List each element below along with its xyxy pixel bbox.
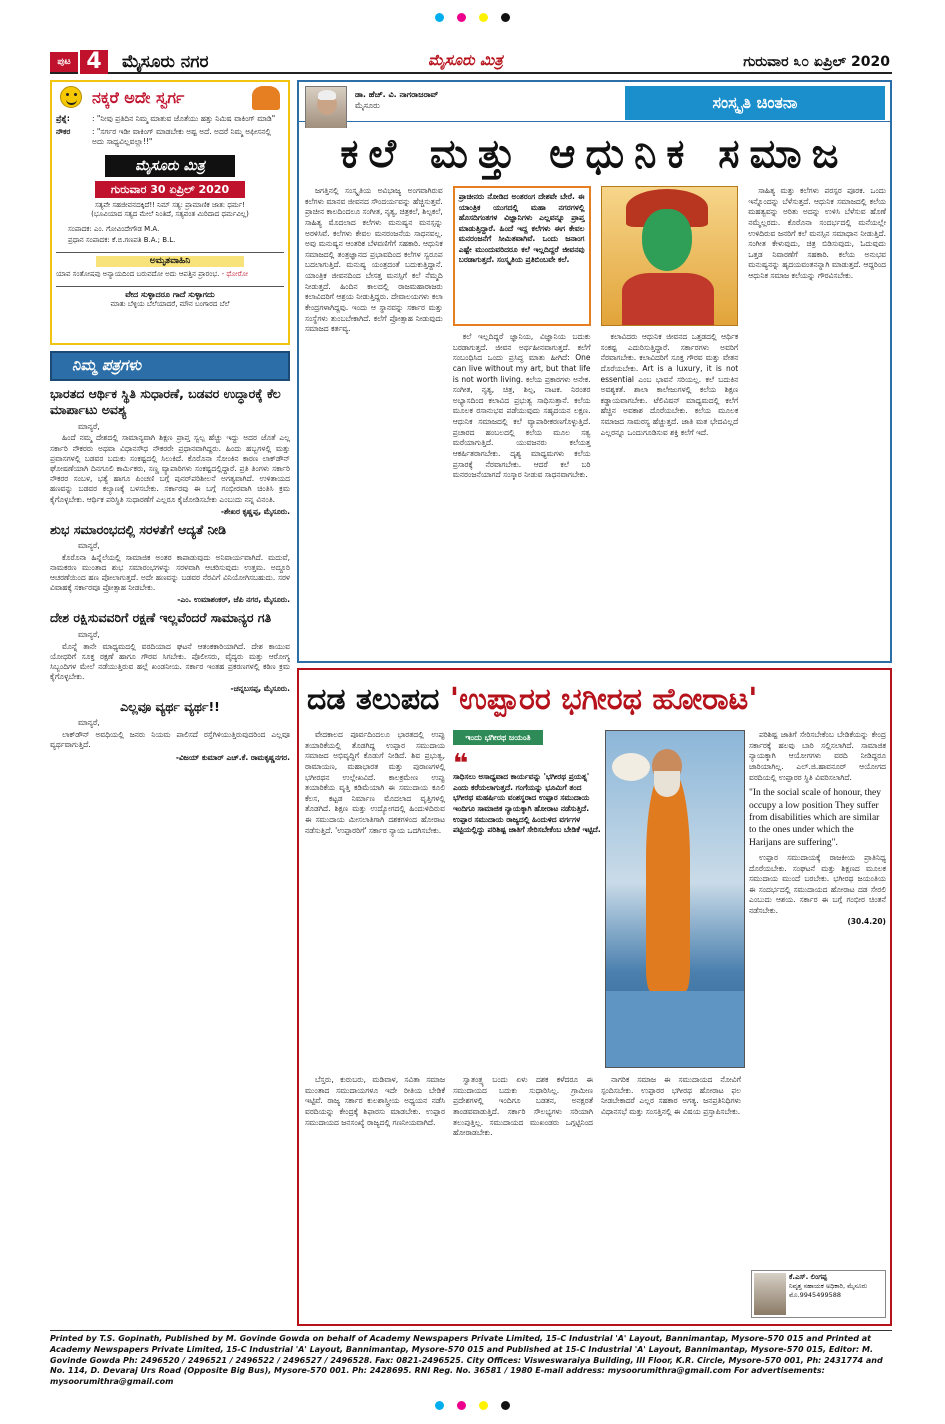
quote-icon: ❝	[453, 750, 469, 779]
black-dot	[501, 1401, 510, 1410]
page-header	[50, 50, 892, 74]
registration-marks-top	[0, 10, 945, 26]
joke-dialogue	[56, 114, 284, 147]
letter-body: ಮೊನ್ನೆ ತಾನೇ ಮಾಧ್ಯಮದಲ್ಲಿ ವರದಿಯಾದ ಘಟನೆ ಆತಂಕಕಾರಿಯಾಗಿದೆ. ದೇಶ ಕಾಯುವ ಯೋಧರಿಗೆ ಸೂಕ್ತ ರಕ್ಷಣೆ ಹಾಗೂ ಗೌರವ ಸಿಗಬೇಕು. ಪೊಲೀಸರು, ವೈದ್ಯರು ಮತ್ತು ಆರೋಗ್ಯ ಸಿಬ್ಬಂದಿಗಳ ಮೇಲೆ ನಡೆಯುತ್ತಿರುವ ಹಲ್ಲೆ ಖಂಡನೀಯ. ಸರ್ಕಾರ ಇಂತಹ ಪ್ರಕರಣಗಳಲ್ಲಿ ಕಠಿಣ ಕ್ರಮ ಕೈಗೊಳ್ಳಬೇಕು.	[50, 641, 290, 682]
proverb-text: ಮಾತು ಬೆಳ್ಳಿಯ ಬೆಲೆಯಾದರೆ, ಮೌನ ಬಂಗಾರದ ಬೆಲೆ	[110, 300, 230, 309]
magenta-dot	[457, 1401, 466, 1410]
joke-title: ನಕ್ಕರೆ ಅದೇ ಸ್ವರ್ಗ	[92, 88, 185, 107]
english-quote: "In the social scale of honour, they occupy a low position They suffer from disabilities which are similar to the ones under which the Harijans are suffering".	[749, 788, 881, 848]
letter-body: ಲಾಕ್‌ಡೌನ್ ಅವಧಿಯಲ್ಲಿ ಜನರು ನಿಯಮ ಪಾಲಿಸದೆ ರಸ್ತೆಗಿಳಿಯುತ್ತಿರುವುದರಿಂದ ಎಲ್ಲವೂ ವ್ಯರ್ಥವಾಗುತ್ತಿದೆ.	[50, 730, 290, 750]
editor-line: ಸಂಪಾದಕ: ಎಂ. ಗೋವಿಂದೇಗೌಡ M.A.	[68, 225, 160, 234]
article-column: ಪ್ರಾಚೀನರು ನೋಡಿದ ಅಂತರಂಗ ದೇಶವೇ ಬೇರೆ. ಈ ಯಾಂತ್ರಿಕ ಯುಗದಲ್ಲಿ ಮಹಾ ನಗರಗಳಲ್ಲಿ ಹೊಸದಿಗಂತಗಳ ವಿಜ್ಞಾನಿಗಳು ಎಲ್ಲವನ್ನೂ ಪ್ರಾಪ್ತ ಮಾಡುತ್ತಿದ್ದಾರೆ. ಹಿಂದೆ ಇದ್ದ ಕಲೆಗಳು ಈಗ ಕೇವಲ ಮನರಂಜನೆಗೆ ಸೀಮಿತವಾಗಿವೆ. ಒಂದು ಜನಾಂಗ ಎಷ್ಟೇ ಮುಂದುವರಿದರೂ ಕಲೆ ಇಲ್ಲದಿದ್ದರೆ ಜೀವನವು ಬರಡಾಗುತ್ತದೆ. ಸಂಸ್ಕೃತಿಯ ಪ್ರತಿಬಿಂಬವೇ ಕಲೆ. ಕಲೆ ಇಲ್ಲದಿದ್ದರೆ ಜ್ಞಾನಿಯ, ವಿಜ್ಞಾನಿಯ ಬದುಕು ಬರಡಾಗುತ್ತದೆ. ಜೀವನ ಅರ್ಥಹೀನವಾಗುತ್ತದೆ. ಕಲೆಗೆ ಸಂಬಂಧಿಸಿದ ಒಂದು ಪ್ರಸಿದ್ಧ ಮಾತು ಹೀಗಿದೆ: One can live without my art, but that life is not worth living. ಕಲೆಯ ಪ್ರಕಾರಗಳು ಅನೇಕ. ಸಂಗೀತ, ನೃತ್ಯ, ಚಿತ್ರ, ಶಿಲ್ಪ, ನಾಟಕ. ನಿರಂತರ ಅಭ್ಯಾಸದಿಂದ ಕಲಾವಿದ ಪ್ರಭುತ್ವ ಸಾಧಿಸುತ್ತಾನೆ. ಕಲೆಯ ಮೂಲಕ ರಸಾನುಭವ ಪಡೆಯುವುದು ಸಹೃದಯನ ಲಕ್ಷಣ. ಆಧುನಿಕ ಸಮಾಜದಲ್ಲಿ ಕಲೆ ವ್ಯಾಪಾರೀಕರಣಗೊಳ್ಳುತ್ತಿದೆ. ಪ್ರಚಾರದ ಹಂಬಲದಲ್ಲಿ ಕಲೆಯ ಮೂಲ ಸತ್ವ ಮರೆಯಾಗುತ್ತಿದೆ. ಯುವಜನರು ಕಲೆಯತ್ತ ಆಕರ್ಷಿತರಾಗಬೇಕು. ದೃಶ್ಯ ಮಾಧ್ಯಮಗಳು ಕಲೆಯ ಪ್ರಸಾರಕ್ಕೆ ನೆರವಾಗಬೇಕು. ಆದರೆ ಕಲೆ ಬರಿ ಮನರಂಜನೆಯಾಗದೆ ಸಂಸ್ಕಾರ ನೀಡುವ ಸಾಧನವಾಗಬೇಕು.	[453, 186, 591, 658]
masthead-motto: ಸತ್ಯವೇ ಸಹಜೀವನದಕ್ಕಿದೆ!! ನಿಮ್ ಸತ್ಯ: ಪ್ರಾಮಾಣಿಕ ಜಾತ: ಧರ್ಮ! (ಭೂವಿಯಾದ ಸತ್ಯದ ಮೇಲೆ ನಿಂತಿದೆ, ಸತ್ಯವಂತ ಮಿರಿದಾದ ಧರ್ಮವಿಲ್ಲ)	[91, 200, 249, 218]
thought-of-day	[56, 252, 284, 280]
writer-phone: ಮೊ.9945499588	[789, 1290, 842, 1299]
cyan-dot	[435, 13, 444, 22]
smiley-icon	[60, 86, 82, 108]
writer-desc: ನಿವೃತ್ತ ಸಹಾಯಕ ಅಧಿಕಾರಿ, ಮೈಸೂರು	[789, 1282, 868, 1291]
article-column: ಸಾಹಿತ್ಯ ಮತ್ತು ಕಲೆಗಳು ಪರಸ್ಪರ ಪೂರಕ. ಒಂದು ಇನ್ನೊಂದನ್ನು ಬೆಳೆಸುತ್ತದೆ. ಆಧುನಿಕ ಸಮಾಜದಲ್ಲಿ ಕಲೆಯ ಮಹತ್ವವನ್ನು ಅರಿತು ಅದನ್ನು ಉಳಿಸಿ ಬೆಳೆಸುವ ಹೊಣೆ ನಮ್ಮೆಲ್ಲರದು. ಕೊರೊನಾ ಸಂದರ್ಭದಲ್ಲಿ ಮನೆಯಲ್ಲೇ ಉಳಿದಿರುವ ಜನರಿಗೆ ಕಲೆ ಮನಸ್ಸಿನ ಸಮಾಧಾನ ನೀಡುತ್ತಿದೆ. ಸಂಗೀತ ಕೇಳುವುದು, ಚಿತ್ರ ಬಿಡಿಸುವುದು, ಓದುವುದು ಒತ್ತಡ ನಿವಾರಣೆಗೆ ಸಹಕಾರಿ. ಕಲೆಯ ಅನುಭವ ಮನುಷ್ಯನನ್ನು ಹೃದಯವಂತನನ್ನಾಗಿ ಮಾಡುತ್ತದೆ. ಆದ್ದರಿಂದ ಆಧುನಿಕ ಸಮಾಜ ಕಲೆಯನ್ನು ಗೌರವಿಸಬೇಕು.	[748, 186, 886, 281]
kathakali-image	[601, 186, 739, 326]
masthead-date: ಗುರುವಾರ 30 ಏಪ್ರಿಲ್ 2020	[95, 181, 245, 198]
proverb-box	[56, 286, 284, 310]
magenta-dot	[457, 13, 466, 22]
letter-body: ಹಿಂದೆ ನಮ್ಮ ದೇಶದಲ್ಲಿ ಸಾಮಾನ್ಯವಾಗಿ ಶಿಕ್ಷಣ ಪ್ರಾಪ್ತ ಸ್ವಲ್ಪ ಹೆಚ್ಚು ಇದ್ದು ಅದರ ಜೊತೆ ಎಲ್ಲ ಸರ್ಕಾರಿ ನೌಕರರು ಅಥವಾ ವಿಧಾನಸೌಧ ನೌಕರರೇ ಪ್ರಧಾನವಾಗಿದ್ದರು. ಹಿಂದು ಹಬ್ಬಗಳಲ್ಲಿ ಮತ್ತು ಪ್ರವಾಸಗಳಲ್ಲಿ ಬಡವರ ಬದುಕು ಸಂಕಷ್ಟದಲ್ಲಿ ಸಿಲುಕಿದೆ. ಕೊರೊನಾ ಸೋಂಕಿನ ಕಾರಣ ಲಾಕ್‌ಡೌನ್ ಘೋಷಣೆಯಾಗಿ ದಿನಗೂಲಿ ಕಾರ್ಮಿಕರು, ಸಣ್ಣ ವ್ಯಾಪಾರಿಗಳು ಸಂಕಷ್ಟದಲ್ಲಿದ್ದಾರೆ. ಪ್ರತಿ ತಿಂಗಳು ಸರ್ಕಾರಿ ನೌಕರರ ಸಂಬಳ, ಭತ್ಯೆ ಹಾಗೂ ಪಿಂಚಣಿ ಬಗ್ಗೆ ಪುನರ್‌ಪರಿಶೀಲನೆ ಅಗತ್ಯವಾಗಿದೆ. ಉಳಿತಾಯದ ಹಣವನ್ನು ಬಡವರ ಕಲ್ಯಾಣಕ್ಕೆ ಬಳಸಬೇಕು. ಸರ್ಕಾರವು ಈ ಬಗ್ಗೆ ಗಂಭೀರವಾಗಿ ಚಿಂತಿಸಿ ಕ್ರಮ ಕೈಗೊಳ್ಳಬೇಕು. ಆರ್ಥಿಕ ಪರಿಸ್ಥಿತಿ ಸುಧಾರಣೆಗೆ ಎಲ್ಲರೂ ಕೈಜೋಡಿಸಬೇಕು ಎಂಬುದು ನನ್ನ ವಿನಂತಿ.	[50, 433, 290, 504]
letter-title: ಎಲ್ಲವೂ ವ್ಯರ್ಥ ವ್ಯರ್ಥ!!	[120, 699, 220, 715]
letter-title: ಶುಭ ಸಮಾರಂಭದಲ್ಲಿ ಸರಳತೆಗೆ ಆದ್ಯತೆ ನೀಡಿ	[50, 521, 226, 537]
article-column: ಪರಿಶಿಷ್ಟ ಜಾತಿಗೆ ಸೇರಿಸಬೇಕೆಂಬ ಬೇಡಿಕೆಯನ್ನು ಕೇಂದ್ರ ಸರ್ಕಾರಕ್ಕೆ ಹಲವು ಬಾರಿ ಸಲ್ಲಿಸಲಾಗಿದೆ. ಸಾಮಾಜಿಕ ನ್ಯಾಯಕ್ಕಾಗಿ ಆಯೋಗಗಳು ವರದಿ ನೀಡಿದ್ದರೂ ಜಾರಿಯಾಗಿಲ್ಲ. ಎಲ್.ಜಿ.ಹಾವನೂರ್ ಆಯೋಗದ ವರದಿಯಲ್ಲಿ ಉಪ್ಪಾರರ ಸ್ಥಿತಿ ವಿವರಿಸಲಾಗಿದೆ. "In the social scale of honour, they occupy a low position They suffer from disabilities which are similar to the ones under which the Harijans are suffering". ಉಪ್ಪಾರ ಸಮುದಾಯಕ್ಕೆ ರಾಜಕೀಯ ಪ್ರಾತಿನಿಧ್ಯ ದೊರೆಯಬೇಕು. ಸಂಘಟನೆ ಮತ್ತು ಶಿಕ್ಷಣದ ಮೂಲಕ ಸಮುದಾಯ ಮುಂದೆ ಬರಬೇಕು. ಭಗೀರಥ ಜಯಂತಿಯ ಈ ಸಂದರ್ಭದಲ್ಲಿ ಸಮುದಾಯದ ಹೋರಾಟ ದಡ ಸೇರಲಿ ಎಂಬುದು ಆಶಯ. ಸರ್ಕಾರ ಈ ಬಗ್ಗೆ ಗಂಭೀರ ಚಿಂತನೆ ನಡೆಸಬೇಕು. (30.4.20)	[749, 730, 886, 926]
writer-photo	[754, 1273, 786, 1315]
article-header	[299, 82, 890, 122]
article-column: ಬೆಸ್ತರು, ಕುರುಬರು, ಮಡಿವಾಳ, ಸವಿತಾ ಸಮಾಜ ಮುಂತಾದ ಸಮುದಾಯಗಳೂ ಇದೇ ರೀತಿಯ ಬೇಡಿಕೆ ಇಟ್ಟಿವೆ. ರಾಜ್ಯ ಸರ್ಕಾರ ಕುಲಶಾಸ್ತ್ರೀಯ ಅಧ್ಯಯನ ನಡೆಸಿ ವರದಿಯನ್ನು ಕೇಂದ್ರಕ್ಕೆ ಶಿಫಾರಸು ಮಾಡಬೇಕು. ಉಪ್ಪಾರ ಸಮುದಾಯದ ಜನಸಂಖ್ಯೆ ರಾಜ್ಯದಲ್ಲಿ ಗಣನೀಯವಾಗಿದೆ.	[305, 1075, 445, 1127]
letter-body: ಕೊರೊನಾ ಹಿನ್ನೆಲೆಯಲ್ಲಿ ಸಾಮಾಜಿಕ ಅಂತರ ಕಾಪಾಡುವುದು ಅನಿವಾರ್ಯವಾಗಿದೆ. ಮದುವೆ, ನಾಮಕರಣ ಮುಂತಾದ ಶುಭ ಸಮಾರಂಭಗಳನ್ನು ಸರಳವಾಗಿ ಆಚರಿಸುವುದು ಉತ್ತಮ. ಅದ್ದೂರಿ ಆಚರಣೆಯಿಂದ ಹಣ ಪೋಲಾಗುತ್ತದೆ. ಅದೇ ಹಣವನ್ನು ಬಡವರ ನೆರವಿಗೆ ವಿನಿಯೋಗಿಸಬಹುದು. ಸರಳ ವಿವಾಹಕ್ಕೆ ಸರ್ಕಾರವೂ ಪ್ರೋತ್ಸಾಹ ನೀಡಬೇಕು.	[50, 552, 290, 593]
joke-box	[50, 80, 290, 345]
article-column: ನಾಗರಿಕ ಸಮಾಜ ಈ ಸಮುದಾಯದ ನೋವಿಗೆ ಸ್ಪಂದಿಸಬೇಕು. ಉಪ್ಪಾರರ ಭಗೀರಥ ಹೋರಾಟ ಫಲ ನೀಡಬೇಕಾದರೆ ಎಲ್ಲರ ಸಹಕಾರ ಅಗತ್ಯ. ಜನಪ್ರತಿನಿಧಿಗಳು ವಿಧಾನಸಭೆ ಮತ್ತು ಸಂಸತ್ತಿನಲ್ಲಿ ಈ ವಿಷಯ ಪ್ರಸ್ತಾಪಿಸಬೇಕು.	[601, 1075, 741, 1116]
imprint-footer: Printed by T.S. Gopinath, Published by M. Govinde Gowda on behalf of Academy Newspapers Private Limited, 15-C Industrial 'A' Layout, Bannimantap, Mysore-570 015 and Printed at Academy Newspapers Private Limited, 15-C Industrial 'A' Layout, Bannimantap, Mysore-570 015 and Published at 15-C Industrial 'A' Layout, Bannimantap, Mysore-570 015, Editor: M. Govinde Gowda Ph: 2496520 / 2496521 / 2496522 / 2496527 / 2496528. Fax: 0821-2496525. City Offices: Visweswaraiya Building, III Floor, K.R. Circle, Mysore-570 001, Ph: 2431774 and No. 114, D. Devaraj Urs Road (Opposite Big Bus), Mysore-570 001. Ph: 2428695. RNI Reg. No. 36581 / 1980 E-mail address: mysoorumithra@gmail.com For advertisements: mysoorumithra@gmail.com	[50, 1330, 892, 1388]
joke-header	[56, 86, 284, 110]
letter: ದೇಶ ರಕ್ಷಿಸುವವರಿಗೆ ರಕ್ಷಣೆ ಇಲ್ಲವೆಂದರೆ ಸಾಮಾನ್ಯರ ಗತಿ ಮಾನ್ಯರೆ, ಮೊನ್ನೆ ತಾನೇ ಮಾಧ್ಯಮದಲ್ಲಿ ವರದಿಯಾದ ಘಟನೆ ಆತಂಕಕಾರಿಯಾಗಿದೆ. ದೇಶ ಕಾಯುವ ಯೋಧರಿಗೆ ಸೂಕ್ತ ರಕ್ಷಣೆ ಹಾಗೂ ಗೌರವ ಸಿಗಬೇಕು. ಪೊಲೀಸರು, ವೈದ್ಯರು ಮತ್ತು ಆರೋಗ್ಯ ಸಿಬ್ಬಂದಿಗಳ ಮೇಲೆ ನಡೆಯುತ್ತಿರುವ ಹಲ್ಲೆ ಖಂಡನೀಯ. ಸರ್ಕಾರ ಇಂತಹ ಪ್ರಕರಣಗಳಲ್ಲಿ ಕಠಿಣ ಕ್ರಮ ಕೈಗೊಳ್ಳಬೇಕು. -ಚನ್ನಬಸಪ್ಪ, ಮೈಸೂರು.	[50, 610, 290, 694]
joke-answer: ನೌಕರ : "ಸರ್ಗರ ಇಡೀ ವಾಕಿಂಗ್ ಮಾಡಬೇಕು ಅಷ್ಟ ಅದೆ. ಅದರೆ ನಿಮ್ಮ ಅಫೀಸನಲ್ಲಿ ಅದು ಸಾಧ್ಯವಿಲ್ಲವಲ್ಲಾ!!"	[56, 126, 271, 146]
letter-signature: -ಚನ್ನಬಸಪ್ಪ, ಮೈಸೂರು.	[230, 684, 290, 694]
page-number: 4	[78, 50, 108, 74]
letter: ಎಲ್ಲವೂ ವ್ಯರ್ಥ ವ್ಯರ್ಥ!! ಮಾನ್ಯರೆ, ಲಾಕ್‌ಡೌನ್ ಅವಧಿಯಲ್ಲಿ ಜನರು ನಿಯಮ ಪಾಲಿಸದೆ ರಸ್ತೆಗಿಳಿಯುತ್ತಿರುವುದರಿಂದ ಎಲ್ಲವೂ ವ್ಯರ್ಥವಾಗುತ್ತಿದೆ. -ವಿಜಯ್ ಕುಮಾರ್ ಎಚ್.ಕೆ. ರಾಮಕೃಷ್ಣನಗರ.	[50, 699, 290, 762]
author-byline: ಡಾ. ಹೆಚ್. ವಿ. ನಾಗರಾಜರಾವ್ ಮೈಸೂರು	[355, 90, 439, 110]
column-banner: ಸಂಸ್ಕೃತಿ ಚಿಂತನಾ	[625, 86, 885, 120]
letter: ಭಾರತದ ಆರ್ಥಿಕ ಸ್ಥಿತಿ ಸುಧಾರಣೆ, ಬಡವರ ಉದ್ಧಾರಕ್ಕೆ ಕೆಲ ಮಾರ್ಪಾಟು ಅವಶ್ಯ ಮಾನ್ಯರೆ, ಹಿಂದೆ ನಮ್ಮ ದೇಶದಲ್ಲಿ ಸಾಮಾನ್ಯವಾಗಿ ಶಿಕ್ಷಣ ಪ್ರಾಪ್ತ ಸ್ವಲ್ಪ ಹೆಚ್ಚು ಇದ್ದು ಅದರ ಜೊತೆ ಎಲ್ಲ ಸರ್ಕಾರಿ ನೌಕರರು ಅಥವಾ ವಿಧಾನಸೌಧ ನೌಕರರೇ ಪ್ರಧಾನವಾಗಿದ್ದರು. ಹಿಂದು ಹಬ್ಬಗಳಲ್ಲಿ ಮತ್ತು ಪ್ರವಾಸಗಳಲ್ಲಿ ಬಡವರ ಬದುಕು ಸಂಕಷ್ಟದಲ್ಲಿ ಸಿಲುಕಿದೆ. ಕೊರೊನಾ ಸೋಂಕಿನ ಕಾರಣ ಲಾಕ್‌ಡೌನ್ ಘೋಷಣೆಯಾಗಿ ದಿನಗೂಲಿ ಕಾರ್ಮಿಕರು, ಸಣ್ಣ ವ್ಯಾಪಾರಿಗಳು ಸಂಕಷ್ಟದಲ್ಲಿದ್ದಾರೆ. ಪ್ರತಿ ತಿಂಗಳು ಸರ್ಕಾರಿ ನೌಕರರ ಸಂಬಳ, ಭತ್ಯೆ ಹಾಗೂ ಪಿಂಚಣಿ ಬಗ್ಗೆ ಪುನರ್‌ಪರಿಶೀಲನೆ ಅಗತ್ಯವಾಗಿದೆ. ಉಳಿತಾಯದ ಹಣವನ್ನು ಬಡವರ ಕಲ್ಯಾಣಕ್ಕೆ ಬಳಸಬೇಕು. ಸರ್ಕಾರವು ಈ ಬಗ್ಗೆ ಗಂಭೀರವಾಗಿ ಚಿಂತಿಸಿ ಕ್ರಮ ಕೈಗೊಳ್ಳಬೇಕು. ಆರ್ಥಿಕ ಪರಿಸ್ಥಿತಿ ಸುಧಾರಣೆಗೆ ಎಲ್ಲರೂ ಕೈಜೋಡಿಸಬೇಕು ಎಂಬುದು ನನ್ನ ವಿನಂತಿ. -ಶೇಖರ ಕೃಷ್ಣಪ್ಪ, ಮೈಸೂರು.	[50, 386, 290, 516]
pull-quote: ❝ ಸಾಧಿಸಲು ಅಸಾಧ್ಯವಾದ ಕಾರ್ಯವನ್ನು 'ಭಗೀರಥ ಪ್ರಯತ್ನ' ಎಂದು ಕರೆಯಲಾಗುತ್ತದೆ. ಗಂಗೆಯನ್ನು ಭೂಮಿಗೆ ತಂದ ಭಗೀರಥ ಮಹರ್ಷಿಯ ವಂಶಸ್ಥರಾದ ಉಪ್ಪಾರ ಸಮುದಾಯ ಇಂದಿಗೂ ಸಾಮಾಜಿಕ ನ್ಯಾಯಕ್ಕಾಗಿ ಹೋರಾಟ ನಡೆಸುತ್ತಿದೆ. ಉಪ್ಪಾರ ಸಮುದಾಯ ರಾಜ್ಯದಲ್ಲಿ ಹಿಂದುಳಿದ ವರ್ಗಗಳ ಪಟ್ಟಿಯಲ್ಲಿದ್ದು ಪರಿಶಿಷ್ಟ ಜಾತಿಗೆ ಸೇರಿಸಬೇಕೆಂಬ ಬೇಡಿಕೆ ಇಟ್ಟಿದೆ.	[453, 750, 601, 835]
masthead-logo: ಮೈಸೂರು ಮಿತ್ರ	[105, 155, 235, 177]
letter: ಶುಭ ಸಮಾರಂಭದಲ್ಲಿ ಸರಳತೆಗೆ ಆದ್ಯತೆ ನೀಡಿ ಮಾನ್ಯರೆ, ಕೊರೊನಾ ಹಿನ್ನೆಲೆಯಲ್ಲಿ ಸಾಮಾಜಿಕ ಅಂತರ ಕಾಪಾಡುವುದು ಅನಿವಾರ್ಯವಾಗಿದೆ. ಮದುವೆ, ನಾಮಕರಣ ಮುಂತಾದ ಶುಭ ಸಮಾರಂಭಗಳನ್ನು ಸರಳವಾಗಿ ಆಚರಿಸುವುದು ಉತ್ತಮ. ಅದ್ದೂರಿ ಆಚರಣೆಯಿಂದ ಹಣ ಪೋಲಾಗುತ್ತದೆ. ಅದೇ ಹಣವನ್ನು ಬಡವರ ನೆರವಿಗೆ ವಿನಿಯೋಗಿಸಬಹುದು. ಸರಳ ವಿವಾಹಕ್ಕೆ ಸರ್ಕಾರವೂ ಪ್ರೋತ್ಸಾಹ ನೀಡಬೇಕು. -ಎಂ. ಉಮಾಶಂಕರ್, ಜೆಪಿ ನಗರ, ಮೈಸೂರು.	[50, 521, 290, 605]
bhagiratha-painting	[605, 730, 745, 1068]
article-columns	[305, 186, 886, 658]
jayanti-tag: ಇಂದು ಭಗೀರಥ ಜಯಂತಿ	[453, 730, 543, 745]
article-column: ಜಗತ್ತಿನಲ್ಲಿ ಸಂಸ್ಕೃತಿಯ ಅವಿಭಾಜ್ಯ ಅಂಗವಾಗಿರುವ ಕಲೆಗಳು ಮಾನವ ಜೀವನದ ಸೌಂದರ್ಯವನ್ನು ಹೆಚ್ಚಿಸುತ್ತವೆ. ಪ್ರಾಚೀನ ಕಾಲದಿಂದಲೂ ಸಂಗೀತ, ನೃತ್ಯ, ಚಿತ್ರಕಲೆ, ಶಿಲ್ಪಕಲೆ, ಸಾಹಿತ್ಯ ಮೊದಲಾದ ಕಲೆಗಳು ಮನುಷ್ಯನ ಮನಸ್ಸನ್ನು ಅರಳಿಸಿವೆ. ಕಲೆಗಳು ಕೇವಲ ಮನರಂಜನೆಯ ಸಾಧನವಲ್ಲ. ಅವು ಮನುಷ್ಯನ ಆಂತರಿಕ ಬೆಳವಣಿಗೆಗೆ ಸಹಕಾರಿ. ಆಧುನಿಕ ಸಮಾಜದಲ್ಲಿ ತಂತ್ರಜ್ಞಾನದ ಪ್ರಭಾವದಿಂದ ಕಲೆಗಳ ಸ್ವರೂಪ ಬದಲಾಗುತ್ತಿದೆ. ಮನುಷ್ಯ ಯಂತ್ರದಂತೆ ಬದುಕುತ್ತಿದ್ದಾನೆ. ಯಾಂತ್ರಿಕ ಜೀವನದಿಂದ ಬೇಸತ್ತ ಮನಸ್ಸಿಗೆ ಕಲೆ ನೆಮ್ಮದಿ ನೀಡುತ್ತದೆ. ಹಿಂದಿನ ಕಾಲದಲ್ಲಿ ರಾಜಮಹಾರಾಜರು ಕಲಾವಿದರಿಗೆ ಆಶ್ರಯ ನೀಡುತ್ತಿದ್ದರು. ದೇವಾಲಯಗಳು ಕಲಾ ಕೇಂದ್ರಗಳಾಗಿದ್ದವು. ಇಂದು ಆ ಸ್ಥಾನವನ್ನು ಸರ್ಕಾರ ಮತ್ತು ಸಂಸ್ಥೆಗಳು ತುಂಬಬೇಕಾಗಿದೆ. ಕಲೆಗೆ ಪ್ರೋತ್ಸಾಹ ನೀಡುವುದು ಸಮಾಜದ ಕರ್ತವ್ಯ.	[305, 186, 443, 334]
article-column: ಕಲಾವಿದರು ಆಧುನಿಕ ಜೀವನದ ಒತ್ತಡದಲ್ಲಿ ಆರ್ಥಿಕ ಸಂಕಷ್ಟ ಎದುರಿಸುತ್ತಿದ್ದಾರೆ. ಸರ್ಕಾರಗಳು ಅವರಿಗೆ ನೆರವಾಗಬೇಕು. ಕಲಾವಿದರಿಗೆ ಸೂಕ್ತ ಗೌರವ ಮತ್ತು ವೇತನ ದೊರೆಯಬೇಕು. Art is a luxury, it is not essential ಎಂಬ ಭಾವನೆ ಸರಿಯಲ್ಲ. ಕಲೆ ಬದುಕಿನ ಅವಶ್ಯಕತೆ. ಶಾಲಾ ಕಾಲೇಜುಗಳಲ್ಲಿ ಕಲೆಯ ಶಿಕ್ಷಣ ಕಡ್ಡಾಯವಾಗಬೇಕು. ಟೆಲಿವಿಷನ್ ಮಾಧ್ಯಮದಲ್ಲಿ ಕಲೆಗೆ ಹೆಚ್ಚಿನ ಅವಕಾಶ ದೊರೆಯಬೇಕು. ಕಲೆಯ ಮೂಲಕ ಸಮಾಜದ ಸಾಮರಸ್ಯ ಹೆಚ್ಚುತ್ತದೆ. ಜಾತಿ ಮತ ಭೇದವಿಲ್ಲದೆ ಎಲ್ಲರನ್ನೂ ಒಂದುಗೂಡಿಸುವ ಶಕ್ತಿ ಕಲೆಗೆ ಇದೆ.	[601, 186, 739, 658]
letter-signature: -ಶೇಖರ ಕೃಷ್ಣಪ್ಪ, ಮೈಸೂರು.	[220, 506, 290, 516]
author-photo	[305, 86, 347, 132]
article-title: ಕಲೆ ಮತ್ತು ಆಧುನಿಕ ಸಮಾಜ	[303, 128, 886, 180]
registration-marks-bottom	[0, 1398, 945, 1414]
chief-editor-line: ಪ್ರಧಾನ ಸಂಪಾದಕ: ಕೆ.ಬಿ.ಗಣಪತಿ B.A.; B.L.	[68, 236, 176, 245]
article-date: (30.4.20)	[847, 916, 886, 926]
pull-quote: ಪ್ರಾಚೀನರು ನೋಡಿದ ಅಂತರಂಗ ದೇಶವೇ ಬೇರೆ. ಈ ಯಾಂತ್ರಿಕ ಯುಗದಲ್ಲಿ ಮಹಾ ನಗರಗಳಲ್ಲಿ ಹೊಸದಿಗಂತಗಳ ವಿಜ್ಞಾನಿಗಳು ಎಲ್ಲವನ್ನೂ ಪ್ರಾಪ್ತ ಮಾಡುತ್ತಿದ್ದಾರೆ. ಹಿಂದೆ ಇದ್ದ ಕಲೆಗಳು ಈಗ ಕೇವಲ ಮನರಂಜನೆಗೆ ಸೀಮಿತವಾಗಿವೆ. ಒಂದು ಜನಾಂಗ ಎಷ್ಟೇ ಮುಂದುವರಿದರೂ ಕಲೆ ಇಲ್ಲದಿದ್ದರೆ ಜೀವನವು ಬರಡಾಗುತ್ತದೆ. ಸಂಸ್ಕೃತಿಯ ಪ್ರತಿಬಿಂಬವೇ ಕಲೆ.	[453, 186, 591, 326]
letter-signature: -ಎಂ. ಉಮಾಶಂಕರ್, ಜೆಪಿ ನಗರ, ಮೈಸೂರು.	[177, 595, 290, 605]
article-column: ಸ್ವಾತಂತ್ರ್ಯ ಬಂದು ಏಳು ದಶಕ ಕಳೆದರೂ ಈ ಸಮುದಾಯದ ಬದುಕು ಸುಧಾರಿಸಿಲ್ಲ. ಗ್ರಾಮೀಣ ಪ್ರದೇಶಗಳಲ್ಲಿ ಇಂದಿಗೂ ಬಡತನ, ಅನಕ್ಷರತೆ ತಾಂಡವವಾಡುತ್ತಿದೆ. ಸರ್ಕಾರಿ ಸೌಲಭ್ಯಗಳು ಸರಿಯಾಗಿ ತಲುಪುತ್ತಿಲ್ಲ. ಸಮುದಾಯದ ಮುಖಂಡರು ಒಗ್ಗಟ್ಟಿನಿಂದ ಹೋರಾಡಬೇಕು.	[453, 1075, 593, 1138]
black-dot	[501, 13, 510, 22]
letter-signature: -ವಿಜಯ್ ಕುಮಾರ್ ಎಚ್.ಕೆ. ರಾಮಕೃಷ್ಣನಗರ.	[175, 752, 290, 762]
writer-box	[751, 1270, 886, 1318]
left-column	[50, 80, 290, 766]
letter-title: ಭಾರತದ ಆರ್ಥಿಕ ಸ್ಥಿತಿ ಸುಧಾರಣೆ, ಬಡವರ ಉದ್ಧಾರಕ್ಕೆ ಕೆಲ ಮಾರ್ಪಾಟು ಅವಶ್ಯ	[50, 386, 281, 418]
letter-title: ದೇಶ ರಕ್ಷಿಸುವವರಿಗೆ ರಕ್ಷಣೆ ಇಲ್ಲವೆಂದರೆ ಸಾಮಾನ್ಯರ ಗತಿ	[50, 610, 272, 626]
thought-text: ಯಾವ ಸಂತೋಷವು ಅನ್ಯಾಯದಿಂದ ಬರುವದೋ ಅದು ಆಪತ್ತಿನ ಪ್ರಾರಂಭ. - ಥೋರೋ	[56, 270, 249, 279]
article-column: ವೇದಕಾಲದ ಪೂರ್ವದಿಂದಲೂ ಭಾರತದಲ್ಲಿ ಉಪ್ಪು ತಯಾರಿಕೆಯಲ್ಲಿ ತೊಡಗಿದ್ದ ಉಪ್ಪಾರ ಸಮುದಾಯ ಸಮಾಜದ ಅಭಿವೃದ್ಧಿಗೆ ಕೊಡುಗೆ ನೀಡಿದೆ. ಶಿವ ಪ್ರಭುತ್ವ, ರಾಮಾಯಣ, ಮಹಾಭಾರತ ಮತ್ತು ಪುರಾಣಗಳಲ್ಲಿ ಭಗೀರಥನ ಉಲ್ಲೇಖವಿದೆ. ಕಾಲಕ್ರಮೇಣ ಉಪ್ಪು ತಯಾರಿಕೆಯ ವೃತ್ತಿ ಕಡಿಮೆಯಾಗಿ ಈ ಸಮುದಾಯ ಕೂಲಿ ಕೆಲಸ, ಕಟ್ಟಡ ನಿರ್ಮಾಣ ಮೊದಲಾದ ವೃತ್ತಿಗಳಲ್ಲಿ ತೊಡಗಿದೆ. ಶಿಕ್ಷಣ ಮತ್ತು ಉದ್ಯೋಗದಲ್ಲಿ ಹಿಂದುಳಿದಿರುವ ಈ ಸಮುದಾಯ ಮೀಸಲಾತಿಗಾಗಿ ದಶಕಗಳಿಂದ ಹೋರಾಟ ನಡೆಸುತ್ತಿದೆ. 'ಉಪ್ಪಾರರಿಗೆ' ಸರ್ಕಾರ ನ್ಯಾಯ ಒದಗಿಸಬೇಕು.	[305, 730, 445, 835]
editorial-staff	[56, 225, 284, 245]
proverb-title: ವೇದ ಸುಳ್ಳಾದರೂ ಗಾದೆ ಸುಳ್ಳಾಗದು	[125, 289, 215, 299]
page-label: ಪುಟ	[50, 52, 78, 72]
thought-title: ಅಮೃತವಾಹಿನಿ	[96, 256, 244, 268]
article-culture	[297, 80, 892, 663]
joke-question: ಪ್ರೆಶ್ನೆ: : "ನೀವು ಪ್ರತಿದಿನ ನಿಮ್ಮ ಮಾತುವ ಜೊತೆಯು ಹತ್ತು ನಿಮಿಷ ವಾಕಿಂಗ್ ಮಾಡಿ"	[56, 114, 276, 123]
article-title: ದಡ ತಲುಪದ 'ಉಪ್ಪಾರರ ಭಗೀರಥ ಹೋರಾಟ'	[299, 670, 890, 722]
yellow-dot	[479, 1401, 488, 1410]
newspaper-brand: ಮೈಸೂರು ಮಿತ್ರ	[428, 51, 503, 69]
issue-date: ಗುರುವಾರ ೩೦ ಏಪ್ರಿಲ್ 2020	[743, 54, 890, 70]
letters-banner: ನಿಮ್ಮ ಪತ್ರಗಳು	[50, 351, 290, 381]
writer-name: ಕೆ.ಎಸ್. ಲಿಂಗಪ್ಪ	[789, 1273, 828, 1281]
cartoon-icon	[252, 86, 280, 110]
cyan-dot	[435, 1401, 444, 1410]
article-body	[305, 730, 886, 1320]
yellow-dot	[479, 13, 488, 22]
section-title: ಮೈಸೂರು ನಗರ	[122, 52, 209, 72]
article-bhagiratha	[297, 668, 892, 1326]
